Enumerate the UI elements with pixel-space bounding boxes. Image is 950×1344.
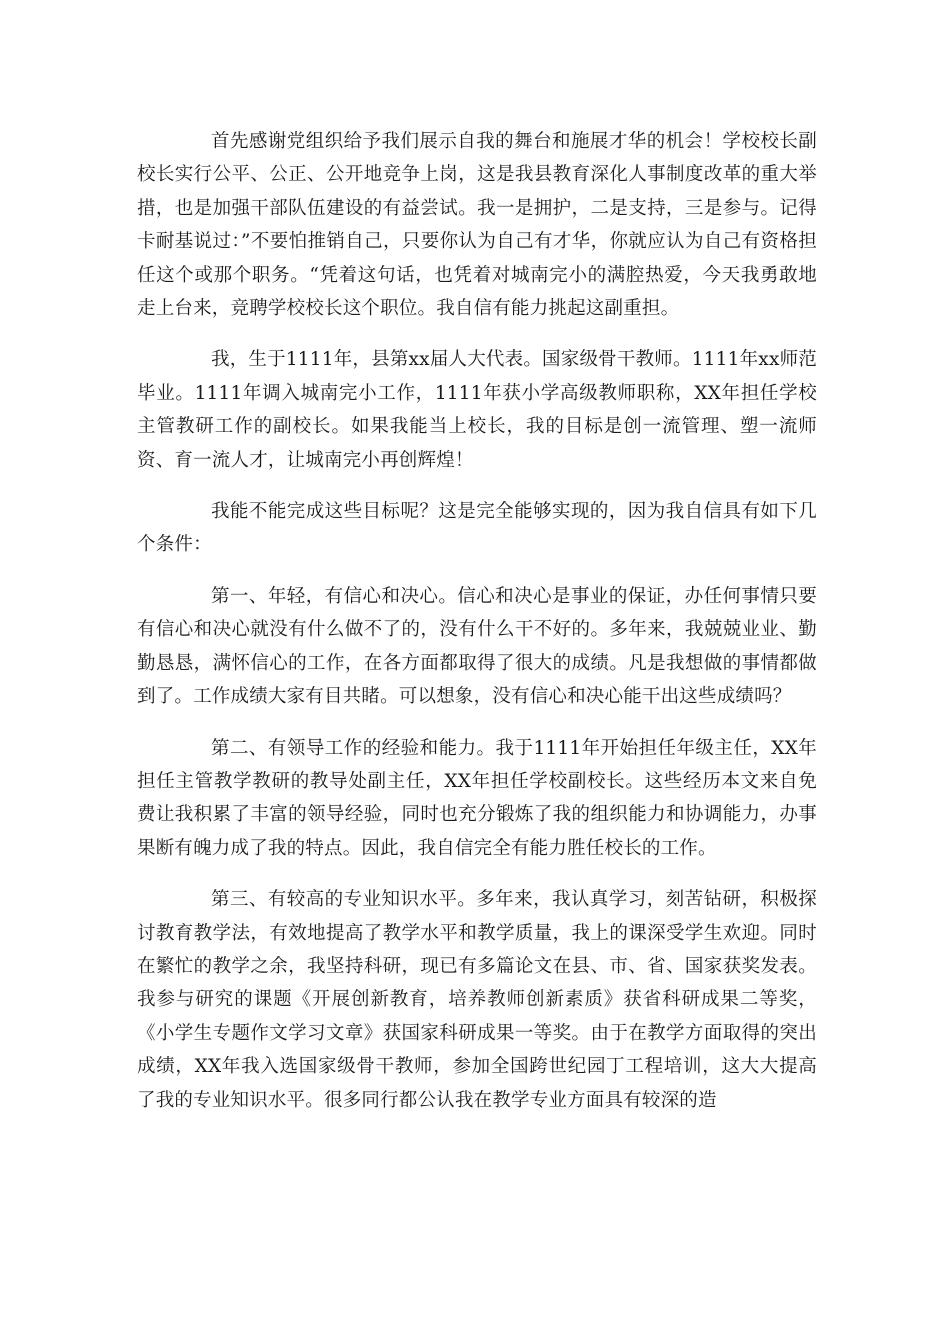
document-body xyxy=(137,125,817,1135)
paragraph-intro: 首先感谢党组织给予我们展示自我的舞台和施展才华的机会！学校校长副校长实行公平、公正、公开地竞争上岗，这是我县教育深化人事制度改革的重大举措，也是加强干部队伍建设的有益尝试。我一是拥护，二是支持，三是参与。记得卡耐基说过：”不要怕推销自己，只要你认为自己有才华，你就应认为自己有资格担任这个或那个职务。“凭着这句话，也凭着对城南完小的满腔热爱，今天我勇敢地走上台来，竞聘学校校长这个职位。我自信有能力挑起这副重担。 xyxy=(137,131,817,320)
paragraph-condition-3: 第三、有较高的专业知识水平。多年来，我认真学习，刻苦钻研，积极探讨教育教学法，有效地提高了教学水平和教学质量，我上的课深受学生欢迎。同时在繁忙的教学之余，我坚持科研，现已有多篇论文在县、市、省、国家获奖发表。我参与研究的课题《开展创新教育，培养教师创新素质》获省科研成果二等奖，《小学生专题作文学习文章》获国家科研成果一等奖。由于在教学方面取得的突出成绩，XX年我入选国家级骨干教师，参加全国跨世纪园丁工程培训，这大大提高了我的专业知识水平。很多同行都公认我在教学专业方面具有较深的造 xyxy=(137,889,817,1111)
paragraph-goals-question: 我能不能完成这些目标呢？这是完全能够实现的，因为我自信具有如下几个条件： xyxy=(137,501,817,556)
paragraph-biography: 我，生于1111年，县第xx届人大代表。国家级骨干教师。1111年xx师范毕业。1111年调入城南完小工作，1111年获小学高级教师职称，XX年担任学校主管教研工作的副校长。如果我能当上校长，我的目标是创一流管理、塑一流师资、育一流人才，让城南完小再创辉煌！ xyxy=(137,349,817,471)
paragraph-condition-1: 第一、年轻，有信心和决心。信心和决心是事业的保证，办任何事情只要有信心和决心就没有什么做不了的，没有什么干不好的。多年来，我兢兢业业、勤勤恳恳，满怀信心的工作，在各方面都取得了很大的成绩。凡是我想做的事情都做到了。工作成绩大家有目共睹。可以想象，没有信心和决心能干出这些成绩吗？ xyxy=(137,585,817,708)
paragraph-condition-2: 第二、有领导工作的经验和能力。我于1111年开始担任年级主任，XX年担任主管教学教研的教导处副主任，XX年担任学校副校长。这些经历本文来自免费让我积累了丰富的领导经验，同时也充分锻炼了我的组织能力和协调能力，办事果断有魄力成了我的特点。因此，我自信完全有能力胜任校长的工作。 xyxy=(137,737,817,859)
